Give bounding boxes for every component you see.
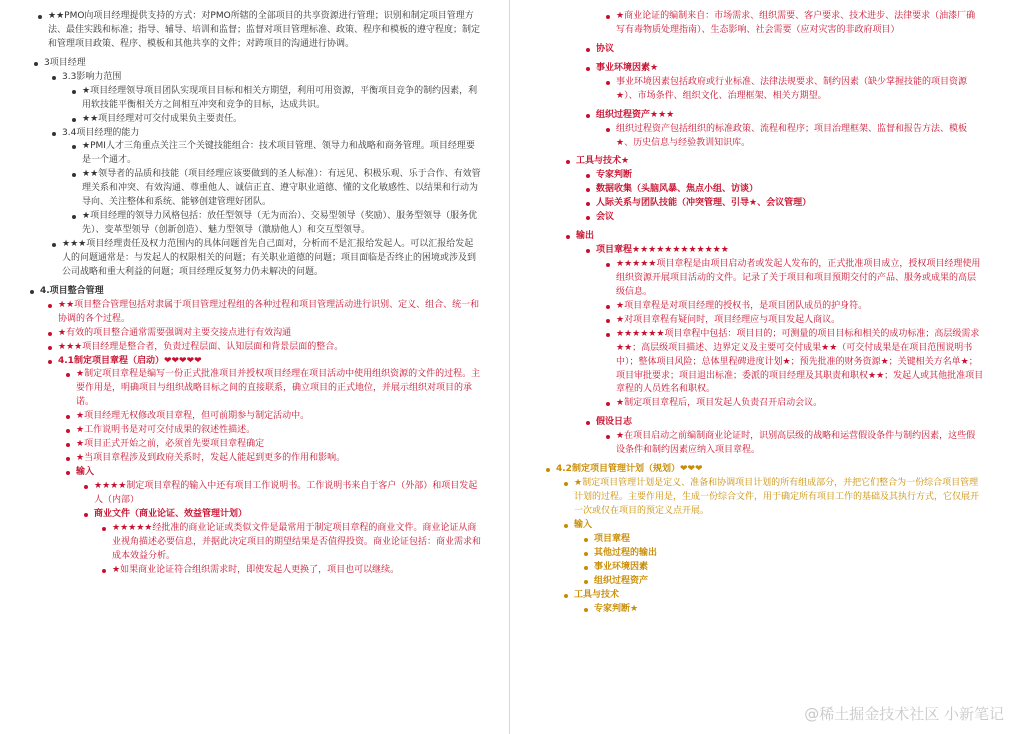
charter-item: ★对项目章程有疑问时，项目经理应与项目发起人商议。 bbox=[616, 314, 984, 328]
tools-list bbox=[596, 169, 984, 225]
charter-heading: 项目章程★★★★★★★★★★★★ bbox=[596, 245, 729, 256]
input42-list bbox=[594, 533, 984, 589]
tool-item: 专家判断 bbox=[596, 169, 984, 183]
subsection-4-1 bbox=[58, 355, 481, 578]
assumption-item: ★在项目启动之前编制商业论证时，识别高层级的战略和运营假设条件与制约因素，这些假设条件和制约因素应纳入项目章程。 bbox=[616, 430, 984, 458]
charter-item: ★项目章程是对项目经理的授权书，是项目团队成员的护身符。 bbox=[616, 300, 984, 314]
output-group bbox=[576, 230, 984, 458]
tools-group-4-2 bbox=[574, 589, 984, 617]
subsection-heading: 3.4项目经理的能力 bbox=[62, 127, 140, 138]
biz-doc-item: ★★★★★经批准的商业论证或类似文件是最常用于制定项目章程的商业文件。商业论证从商业视角描述必要信息，并据此决定项目的期望结果是否值得投资。商业论证包括：商业需求和成本效益分析。 bbox=[112, 522, 481, 564]
eef-item: 事业环境因素包括政府或行业标准、法律法规要求、制约因素（缺少掌握技能的项目资源★）、市场条件、组织文化、治理框架、相关方期望。 bbox=[616, 76, 984, 104]
h4-item: ★★★项目经理是整合者，负责过程层面、认知层面和背景层面的整合。 bbox=[58, 341, 481, 355]
section-project-manager bbox=[44, 57, 481, 280]
tools-heading: 工具与技术 bbox=[574, 589, 620, 600]
eef-list bbox=[616, 76, 984, 104]
h41-list bbox=[76, 368, 481, 466]
assumption-group bbox=[596, 416, 984, 458]
h4-item: ★有效的项目整合通常需要强调对主要交接点进行有效沟通 bbox=[58, 327, 481, 341]
input42-item: 组织过程资产 bbox=[594, 575, 984, 589]
right-column bbox=[510, 0, 1024, 734]
output-heading: 输出 bbox=[576, 231, 595, 242]
sub33-list bbox=[82, 85, 481, 127]
tools-group bbox=[576, 155, 984, 225]
opa-group bbox=[596, 109, 984, 151]
input-heading: 输入 bbox=[76, 467, 95, 477]
sub34-item: ★PMI人才三角重点关注三个关键技能组合：技术项目管理、领导力和战略和商务管理。项目经理要是一个通才。 bbox=[82, 140, 481, 168]
biz-doc-list bbox=[112, 522, 481, 578]
business-documents-heading: 商业文件（商业论证、效益管理计划） bbox=[94, 508, 248, 519]
charter-list bbox=[616, 258, 984, 411]
section-heading: 4.项目整合管理 bbox=[40, 285, 104, 296]
sub34-item: ★★领导者的品质和技能（项目经理应该要做到的圣人标准）：有远见、积极乐观、乐于合作、有效管理关系和冲突、有效沟通、尊重他人、诚信正直、遵守职业道德、懂的文化敏感性、以结果和行动为导向、关注整体和系统、能够创建管理好团队。 bbox=[82, 168, 481, 210]
opa-heading: 组织过程资产★★★ bbox=[596, 109, 675, 120]
subsection-3-4 bbox=[62, 127, 481, 239]
subsection-heading: 4.2制定项目管理计划（规划）❤❤❤ bbox=[556, 464, 703, 475]
input-item: ★★★★制定项目章程的输入中还有项目工作说明书。工作说明书来自于客户（外部）和项目发起人（内部） bbox=[94, 480, 481, 508]
tools42-list bbox=[594, 603, 984, 617]
pmo-support-text: ★★PMO向项目经理提供支持的方式：对PMO所辖的全部项目的共享资源进行管理；识别和制定项目管理方法、最佳实践和标准；指导、辅导、培训和监督；监督对项目管理标准、政策、程序和模板的遵守程度；制定和管理项目政策、程序、模板和其他共享的文件；对跨项目的沟通进行协调。 bbox=[48, 10, 481, 52]
input42-item: 项目章程 bbox=[594, 533, 984, 547]
charter-item: ★★★★★项目章程是由项目启动者或发起人发布的，正式批准项目成立，授权项目经理使用组织资源开展项目活动的文件。记录了关于项目和项目预期交付的产品、服务或成果的高层级信息。 bbox=[616, 258, 984, 300]
input42-item: 事业环境因素 bbox=[594, 561, 984, 575]
input-group-4-2 bbox=[574, 519, 984, 589]
sub33-item: ★★项目经理对可交付成果负主要责任。 bbox=[82, 113, 481, 127]
charter-item: ★制定项目章程后，项目发起人负责召开启动会议。 bbox=[616, 397, 984, 411]
agreements: 协议 bbox=[596, 43, 984, 57]
input-list bbox=[94, 480, 481, 508]
tool42-item: 专家判断★ bbox=[594, 603, 984, 617]
subsection-heading: 4.1制定项目章程（启动）❤❤❤❤❤ bbox=[58, 355, 202, 366]
input42-item: 其他过程的输出 bbox=[594, 547, 984, 561]
opa-item: 组织过程资产包括组织的标准政策、流程和程序；项目治理框架、监督和报告方法、模板★、历史信息与经验教训知识库。 bbox=[616, 123, 984, 151]
business-documents bbox=[94, 508, 481, 578]
charter-group bbox=[596, 244, 984, 411]
sub34-item: ★项目经理的领导力风格包括：放任型领导（无为而治）、交易型领导（奖励）、服务型领导（服务优先）、变革型领导（创新创造）、魅力型领导（激励他人）和交互型领导。 bbox=[82, 210, 481, 238]
pm-escalation-note: ★★★项目经理责任及权力范围内的具体问题首先自己面对，分析而不是汇报给发起人。可以汇报给发起人的问题通常是：与发起人的权限相关的问题；有关职业道德的问题；项目面临是否终止的困境或涉及到公司战略和重大利益的问题；项目经理反复努力仍未解决的问题。 bbox=[62, 238, 481, 280]
tool-item: 会议 bbox=[596, 211, 984, 225]
eef-group bbox=[596, 62, 984, 104]
section-integration bbox=[40, 285, 481, 578]
h41-item: ★项目经理无权修改项目章程，但可前期参与制定活动中。 bbox=[76, 410, 481, 424]
h41-item: ★项目正式开始之前，必须首先要项目章程确定 bbox=[76, 438, 481, 452]
section-heading: 3项目经理 bbox=[44, 57, 86, 68]
assumption-heading: 假设日志 bbox=[596, 417, 633, 428]
assumption-list bbox=[616, 430, 984, 458]
h42-item: ★制定项目管理计划是定义、准备和协调项目计划的所有组成部分，并把它们整合为一份综合项目管理计划的过程。主要作用是，生成一份综合文件，用于确定所有项目工作的基础及其执行方式，它仅展开一次或仅在项目的预定义点开展。 bbox=[574, 477, 984, 519]
tool-item: 人际关系与团队技能（冲突管理、引导★、会议管理） bbox=[596, 197, 984, 211]
biz-doc-item: ★如果商业论证符合组织需求时，即使发起人更换了，项目也可以继续。 bbox=[112, 564, 481, 578]
eef-heading: 事业环境因素★ bbox=[596, 62, 659, 73]
tool-item: 数据收集（头脑风暴、焦点小组、访谈） bbox=[596, 183, 984, 197]
tools-heading: 工具与技术★ bbox=[576, 156, 630, 167]
input-heading: 输入 bbox=[574, 519, 593, 530]
charter-item: ★★★★★★项目章程中包括：项目目的；可测量的项目目标和相关的成功标准；高层级需求★★；高层级项目描述、边界定义及主要可交付成果★★（可交付成果是在项目范围说明书中）；整体项目风险；总体里程碑进度计划★；预先批准的财务资源★；关键相关方名单★；项目审批要求；项目退出标准；委派的项目经理及其职责和职权★★；发起人或其他批准项目章程的人员姓名和职权。 bbox=[616, 328, 984, 398]
h41-item: ★当项目章程涉及到政府关系时，发起人能起到更多的作用和影响。 bbox=[76, 452, 481, 466]
h41-item: ★工作说明书是对可交付成果的叙述性描述。 bbox=[76, 424, 481, 438]
watermark: @稀土掘金技术社区 小新笔记 bbox=[804, 704, 1004, 723]
left-column bbox=[0, 0, 509, 734]
h4-list bbox=[58, 299, 481, 355]
subsection-3-3 bbox=[62, 71, 481, 127]
business-case-sources: ★商业论证的编制来自：市场需求、组织需要、客户要求、技术进步、法律要求（油漆厂确写有毒物质处理指南）、生态影响、社会需要（应对灾害的非政府项目） bbox=[616, 10, 984, 38]
h42-list bbox=[574, 477, 984, 519]
h4-item: ★★项目整合管理包括对隶属于项目管理过程组的各种过程和项目管理活动进行识别、定义、组合、统一和协调的各个过程。 bbox=[58, 299, 481, 327]
input-group bbox=[76, 466, 481, 578]
subsection-heading: 3.3影响力范围 bbox=[62, 71, 122, 82]
opa-list bbox=[616, 123, 984, 151]
h41-item: ★制定项目章程是编写一份正式批准项目并授权项目经理在项目活动中使用组织资源的文件的过程。主要作用是，明确项目与组织战略目标之间的直接联系，确立项目的正式地位，并展示组织对项目的承诺。 bbox=[76, 368, 481, 410]
sub34-list bbox=[82, 140, 481, 238]
subsection-4-2 bbox=[556, 463, 984, 616]
sub33-item: ★项目经理领导项目团队实现项目目标和相关方期望，利用可用资源，平衡项目竞争的制约因素，利用软技能平衡相关方之间相互冲突和竞争的目标，达成共识。 bbox=[82, 85, 481, 113]
